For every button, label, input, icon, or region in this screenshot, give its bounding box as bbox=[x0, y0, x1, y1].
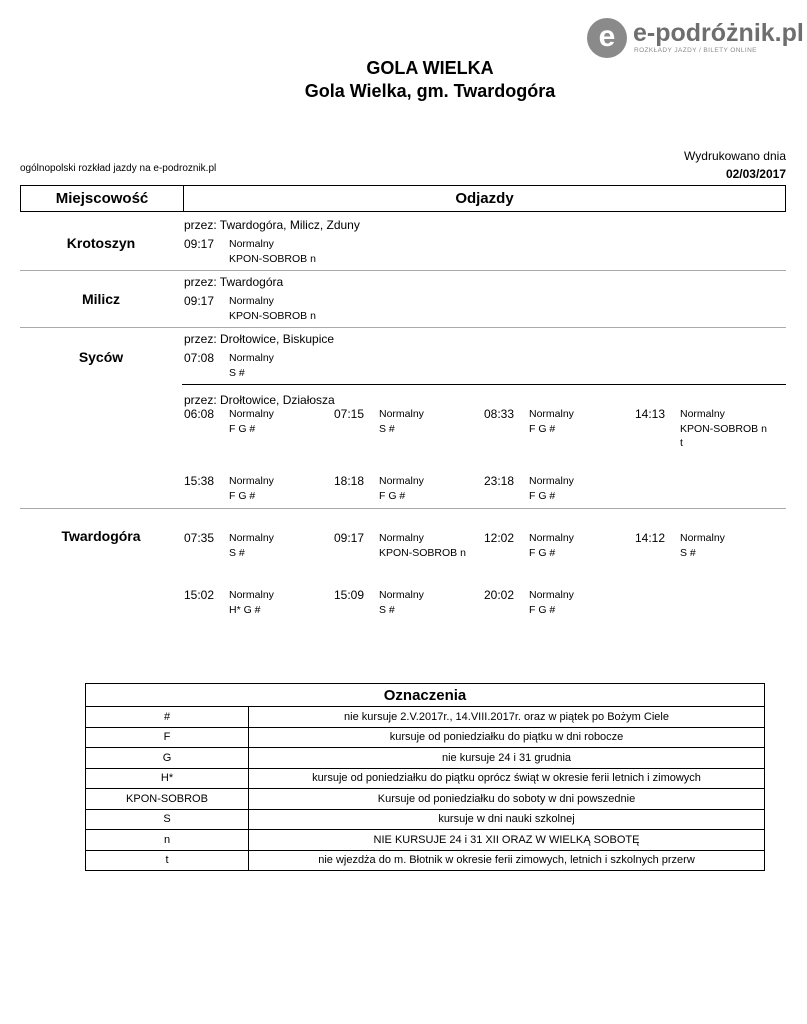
departure-time: 07:15 bbox=[334, 407, 365, 421]
legend-row bbox=[86, 727, 765, 748]
row-divider bbox=[20, 270, 786, 271]
departure bbox=[184, 531, 334, 581]
departure-time: 15:09 bbox=[334, 588, 365, 602]
legend-symbol: F bbox=[86, 727, 249, 748]
destination-name: Syców bbox=[78, 349, 124, 365]
page-title: GOLA WIELKA bbox=[366, 58, 494, 78]
departure-symbols: KPON-SOBROB n bbox=[379, 547, 466, 559]
route-via: przez: Drołtowice, Działosza bbox=[184, 393, 335, 407]
departure-time: 12:02 bbox=[484, 531, 515, 545]
departure-kind: Normalny bbox=[529, 475, 574, 487]
departure bbox=[484, 588, 634, 638]
departure-symbols: S # bbox=[229, 547, 245, 559]
legend-row bbox=[86, 809, 765, 830]
departure bbox=[484, 407, 634, 457]
departure-symbols: F G # bbox=[529, 604, 556, 616]
e-podroznik-logo bbox=[587, 18, 804, 60]
departure-symbols: S # bbox=[680, 547, 696, 559]
departure-kind: Normalny bbox=[229, 352, 274, 364]
route-via: przez: Drołtowice, Biskupice bbox=[184, 332, 335, 346]
departure-time: 18:18 bbox=[334, 474, 365, 488]
destination-name: Krotoszyn bbox=[66, 235, 136, 251]
departure bbox=[635, 407, 785, 457]
legend-meaning: Kursuje od poniedziałku do soboty w dni powszednie bbox=[249, 789, 765, 810]
departure-symbols: F G # bbox=[379, 490, 406, 502]
departure-kind: Normalny bbox=[229, 475, 274, 487]
departure-kind: Normalny bbox=[229, 532, 274, 544]
departure-kind: Normalny bbox=[379, 589, 424, 601]
printed-date: 02/03/2017 bbox=[725, 167, 786, 181]
route-via: przez: Twardogóra bbox=[184, 275, 284, 289]
legend-meaning: kursuje od poniedziałku do piątku oprócz świąt w okresie ferii letnich i zimowych bbox=[249, 768, 765, 789]
timetable-header bbox=[20, 185, 786, 212]
legend-symbol: KPON-SOBROB bbox=[86, 789, 249, 810]
departure-kind: Normalny bbox=[229, 589, 274, 601]
row-divider bbox=[20, 327, 786, 328]
legend-meaning: kursuje od poniedziałku do piątku w dni robocze bbox=[249, 727, 765, 748]
legend-row bbox=[86, 748, 765, 769]
legend-row bbox=[86, 768, 765, 789]
departure-time: 06:08 bbox=[184, 407, 215, 421]
departure-time: 09:17 bbox=[184, 294, 215, 308]
departure-time: 08:33 bbox=[484, 407, 515, 421]
departure-symbols: F G # bbox=[529, 490, 556, 502]
departure-extra-symbol: t bbox=[680, 437, 683, 449]
departure-time: 07:08 bbox=[184, 351, 215, 365]
logo-brand-text: e-podróżnik.pl bbox=[633, 19, 804, 47]
departure-symbols: S # bbox=[379, 604, 395, 616]
legend-table bbox=[85, 683, 765, 871]
departure bbox=[484, 531, 634, 581]
departure-symbols: KPON-SOBROB n bbox=[229, 253, 316, 265]
page-subtitle: Gola Wielka, gm. Twardogóra bbox=[304, 81, 556, 101]
legend-meaning: kursuje w dni nauki szkolnej bbox=[249, 809, 765, 830]
legend-row bbox=[86, 789, 765, 810]
departure-symbols: KPON-SOBROB n bbox=[229, 310, 316, 322]
legend-symbol: n bbox=[86, 830, 249, 851]
departure-time: 20:02 bbox=[484, 588, 515, 602]
departure-symbols: KPON-SOBROB n bbox=[680, 423, 767, 435]
source-note: ogólnopolski rozkład jazdy na e-podroznik.pl bbox=[20, 163, 217, 174]
departure-time: 23:18 bbox=[484, 474, 515, 488]
departure-symbols: F G # bbox=[529, 423, 556, 435]
legend-title: Oznaczenia bbox=[86, 684, 765, 707]
departure-kind: Normalny bbox=[529, 532, 574, 544]
departure-symbols: H* G # bbox=[229, 604, 261, 616]
destination-name: Milicz bbox=[81, 291, 121, 307]
departure-kind: Normalny bbox=[680, 408, 725, 420]
departure-time: 14:13 bbox=[635, 407, 666, 421]
legend-meaning: nie kursuje 2.V.2017r., 14.VIII.2017r. oraz w piątek po Bożym Ciele bbox=[249, 707, 765, 728]
departure-time: 09:17 bbox=[334, 531, 365, 545]
route-via: przez: Twardogóra, Milicz, Zduny bbox=[184, 218, 360, 232]
departure-time: 15:38 bbox=[184, 474, 215, 488]
departure-symbols: S # bbox=[229, 367, 245, 379]
legend-symbol: H* bbox=[86, 768, 249, 789]
legend-row bbox=[86, 850, 765, 871]
departure-kind: Normalny bbox=[379, 475, 424, 487]
departure-time: 14:12 bbox=[635, 531, 666, 545]
departure-symbols: F G # bbox=[229, 423, 256, 435]
row-divider bbox=[20, 508, 786, 509]
departure-time: 09:17 bbox=[184, 237, 215, 251]
departure bbox=[334, 474, 484, 524]
departure-time: 07:35 bbox=[184, 531, 215, 545]
logo-tagline: ROZKŁADY JAZDY / BILETY ONLINE bbox=[634, 47, 757, 54]
legend-symbol: S bbox=[86, 809, 249, 830]
departure-kind: Normalny bbox=[229, 408, 274, 420]
legend-row bbox=[86, 830, 765, 851]
header-place: Miejscowość bbox=[55, 190, 149, 207]
departure-kind: Normalny bbox=[229, 238, 274, 250]
logo-e-icon: e bbox=[587, 18, 627, 58]
printed-label: Wydrukowano dnia bbox=[684, 149, 786, 163]
departure-kind: Normalny bbox=[379, 408, 424, 420]
departure bbox=[635, 531, 785, 581]
departure bbox=[184, 588, 334, 638]
departure bbox=[484, 474, 634, 524]
departure-kind: Normalny bbox=[529, 589, 574, 601]
departure-kind: Normalny bbox=[379, 532, 424, 544]
legend-symbol: t bbox=[86, 850, 249, 871]
departure bbox=[334, 588, 484, 638]
legend-symbol: G bbox=[86, 748, 249, 769]
route-divider bbox=[182, 384, 786, 385]
departure-time: 15:02 bbox=[184, 588, 215, 602]
departure-symbols: F G # bbox=[529, 547, 556, 559]
legend-meaning: nie kursuje 24 i 31 grudnia bbox=[249, 748, 765, 769]
legend-meaning: nie wjezdża do m. Błotnik w okresie ferii zimowych, letnich i szkolnych przerw bbox=[249, 850, 765, 871]
departure bbox=[184, 407, 334, 457]
departure-symbols: F G # bbox=[229, 490, 256, 502]
departure bbox=[334, 531, 484, 581]
legend-meaning: NIE KURSUJE 24 i 31 XII ORAZ W WIELKĄ SOBOTĘ bbox=[249, 830, 765, 851]
departure-kind: Normalny bbox=[529, 408, 574, 420]
destination-name: Twardogóra bbox=[61, 528, 141, 544]
legend-symbol: # bbox=[86, 707, 249, 728]
header-departures: Odjazdy bbox=[455, 190, 514, 207]
departure-kind: Normalny bbox=[680, 532, 725, 544]
departure bbox=[184, 474, 334, 524]
legend-row bbox=[86, 707, 765, 728]
departure bbox=[334, 407, 484, 457]
departure-symbols: S # bbox=[379, 423, 395, 435]
departure-kind: Normalny bbox=[229, 295, 274, 307]
